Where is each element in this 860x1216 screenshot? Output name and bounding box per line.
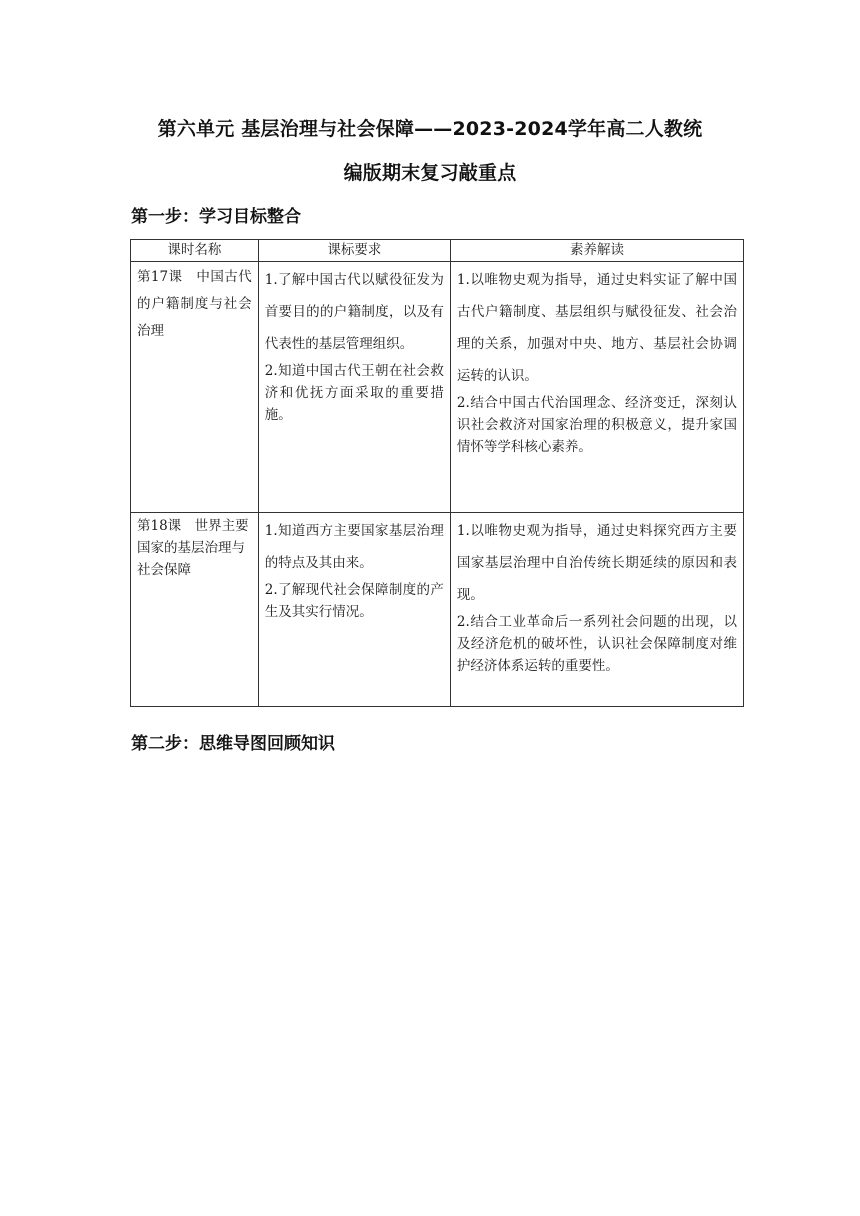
document-title-line1: 第六单元 基层治理与社会保障——2023-2024学年高二人教统	[157, 118, 703, 140]
literacy-cell	[450, 513, 743, 707]
step2-heading: 第二步：思维导图回顾知识	[131, 734, 335, 754]
requirement-item: 1.了解中国古代以赋役征发为首要目的的户籍制度，以及有代表性的基层管理组织。	[264, 272, 444, 352]
lesson-cell: 第17课 中国古代的户籍制度与社会治理	[131, 262, 259, 513]
lesson-cell: 第18课 世界主要国家的基层治理与社会保障	[131, 513, 259, 707]
header-lesson-name: 课时名称	[131, 240, 259, 262]
requirement-item: 2.知道中国古代王朝在社会救济和优抚方面采取的重要措施。	[264, 363, 444, 423]
table-row	[131, 513, 744, 707]
literacy-item: 1.以唯物史观为指导，通过史料实证了解中国古代户籍制度、基层组织与赋役征发、社会治理的关系，加强对中央、地方、基层社会协调运转的认识。	[456, 272, 737, 384]
literacy-cell	[450, 262, 743, 513]
literacy-item: 2.结合工业革命后一系列社会问题的出现，以及经济危机的破坏性，认识社会保障制度对维护经济体系运转的重要性。	[456, 614, 737, 674]
requirement-item: 2.了解现代社会保障制度的产生及其实行情况。	[264, 582, 444, 620]
table-header-row	[131, 240, 744, 262]
literacy-item: 1.以唯物史观为指导，通过史料探究西方主要国家基层治理中自治传统长期延续的原因和表现。	[456, 523, 737, 603]
document-title-line2: 编版期末复习敲重点	[343, 162, 517, 184]
requirement-item: 1.知道西方主要国家基层治理的特点及其由来。	[264, 523, 444, 571]
learning-goals-table	[130, 239, 744, 707]
table-row	[131, 262, 744, 513]
literacy-item: 2.结合中国古代治国理念、经济变迁，深刻认识社会救济对国家治理的积极意义，提升家国情怀等学科核心素养。	[456, 395, 737, 455]
requirements-cell	[258, 262, 450, 513]
requirements-cell	[258, 513, 450, 707]
header-curriculum-requirements: 课标要求	[258, 240, 450, 262]
header-literacy-interpretation: 素养解读	[450, 240, 743, 262]
step1-heading: 第一步：学习目标整合	[131, 207, 301, 227]
